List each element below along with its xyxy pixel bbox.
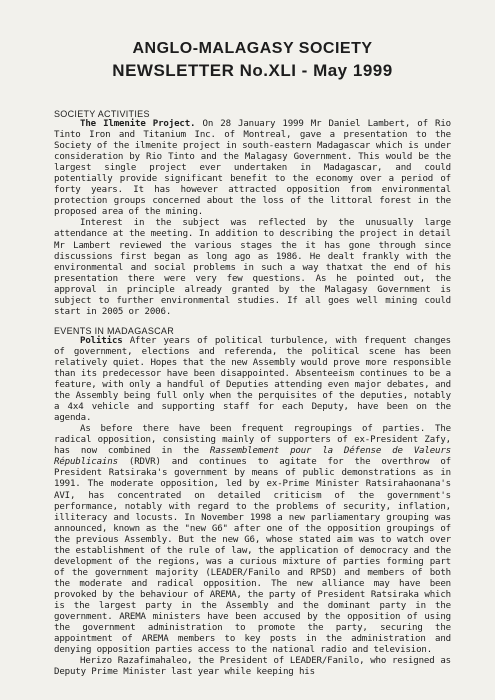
paragraph-lead: The Ilmenite Project. bbox=[80, 119, 196, 129]
paragraph bbox=[54, 119, 451, 218]
party-name-italic: Rassemblement pour la Défense de Valeurs Républicains bbox=[54, 446, 451, 468]
paragraph-text: (RDVR) and continues to agitate for the overthrow of President Ratsiraka's government by means of public demonstrations as in 1991. The moderate opposition, led by ex-Prime Minister Ratsirahaonana's AVI, has concentrated on detailed criticism of the government's performance, notably with regard to the problems of security, inflation, illiteracy and locusts. In November 1998 a new parliamentary grouping was announced, known as the "new G6" after one of the opposition groupings of the previous Assembly. But the new G6, whose stated aim was to watch over the establishment of the rule of law, the application of democracy and the development of the regions, was a curious mixture of parties forming part of the government majority (LEADER/Fanilo and RPSD) and members of both the moderate and radical opposition. The new alliance may have been provoked by the behaviour of AREMA, the party of President Ratsiraka which is the largest party in the Assembly and the dominant party in the government. AREMA ministers have been accused by the opposition of using the government administration to promote the party, securing the appointment of AREMA members to key posts in the administration and denying opposition parties access to the national radio and television. bbox=[54, 457, 451, 656]
section-heading: SOCIETY ACTIVITIES bbox=[54, 109, 150, 119]
section-society-activities bbox=[54, 109, 451, 318]
paragraph bbox=[54, 336, 451, 424]
paragraph-text: On 28 January 1999 Mr Daniel Lambert, of Rio Tinto Iron and Titanium Inc. of Montreal, gave a presentation to the Society of the ilmenite project in south-eastern Madagascar which is under consideration by Rio Tinto and the Malagasy Government. This would be the largest single project ever undertaken in Madagascar, and could potentially provide significant benefit to the economy over a period of forty years. It has however attracted opposition from environmental protection groups concerned about the loss of the littoral forest in the proposed area of the mining. bbox=[54, 119, 452, 218]
paragraph-text: After years of political turbulence, with frequent changes of government, elections and referenda, the political scene has been relatively quiet. Hopes that the new Assembly would prove more responsible than its predecessor have been disappointed. Absenteeism continues to be a feature, with only a handful of Deputies attending even major debates, and the Assembly being full only when the perquisites of the deputies, notably a 4x4 vehicle and supporting staff for each Deputy, have been on the agenda. bbox=[54, 335, 451, 424]
paragraph: Interest in the subject was reflected by the unusually large attendance at the meeting. In addition to describing the project in detail Mr Lambert reviewed the various stages the it has gone through since discussions first began as long ago as 1986. He dealt frankly with the environmental and social problems in such a way thatxat the end of his presentation there were very few questions. As he pointed out, the approval in principle already granted by the Malagasy Government is subject to further environmental studies. If all goes well mining could start in 2005 or 2006. bbox=[54, 218, 451, 317]
paragraph-text: As before there have been frequent regroupings of parties. The radical opposition, consisting mainly of supporters of ex-President Zafy, has now combined in the bbox=[54, 424, 451, 457]
masthead bbox=[54, 40, 451, 81]
paragraph: Herizo Razafimahaleo, the President of LEADER/Fanilo, who resigned as Deputy Prime Minister last year while keeping his bbox=[54, 656, 451, 678]
section-events-in-madagascar bbox=[54, 326, 451, 678]
paragraph-lead: Politics bbox=[80, 335, 123, 346]
paragraph bbox=[54, 424, 451, 656]
society-title: ANGLO-MALAGASY SOCIETY bbox=[132, 40, 373, 57]
section-heading: EVENTS IN MADAGASCAR bbox=[54, 325, 175, 336]
newsletter-issue-title: NEWSLETTER No.XLI - May 1999 bbox=[112, 61, 393, 80]
